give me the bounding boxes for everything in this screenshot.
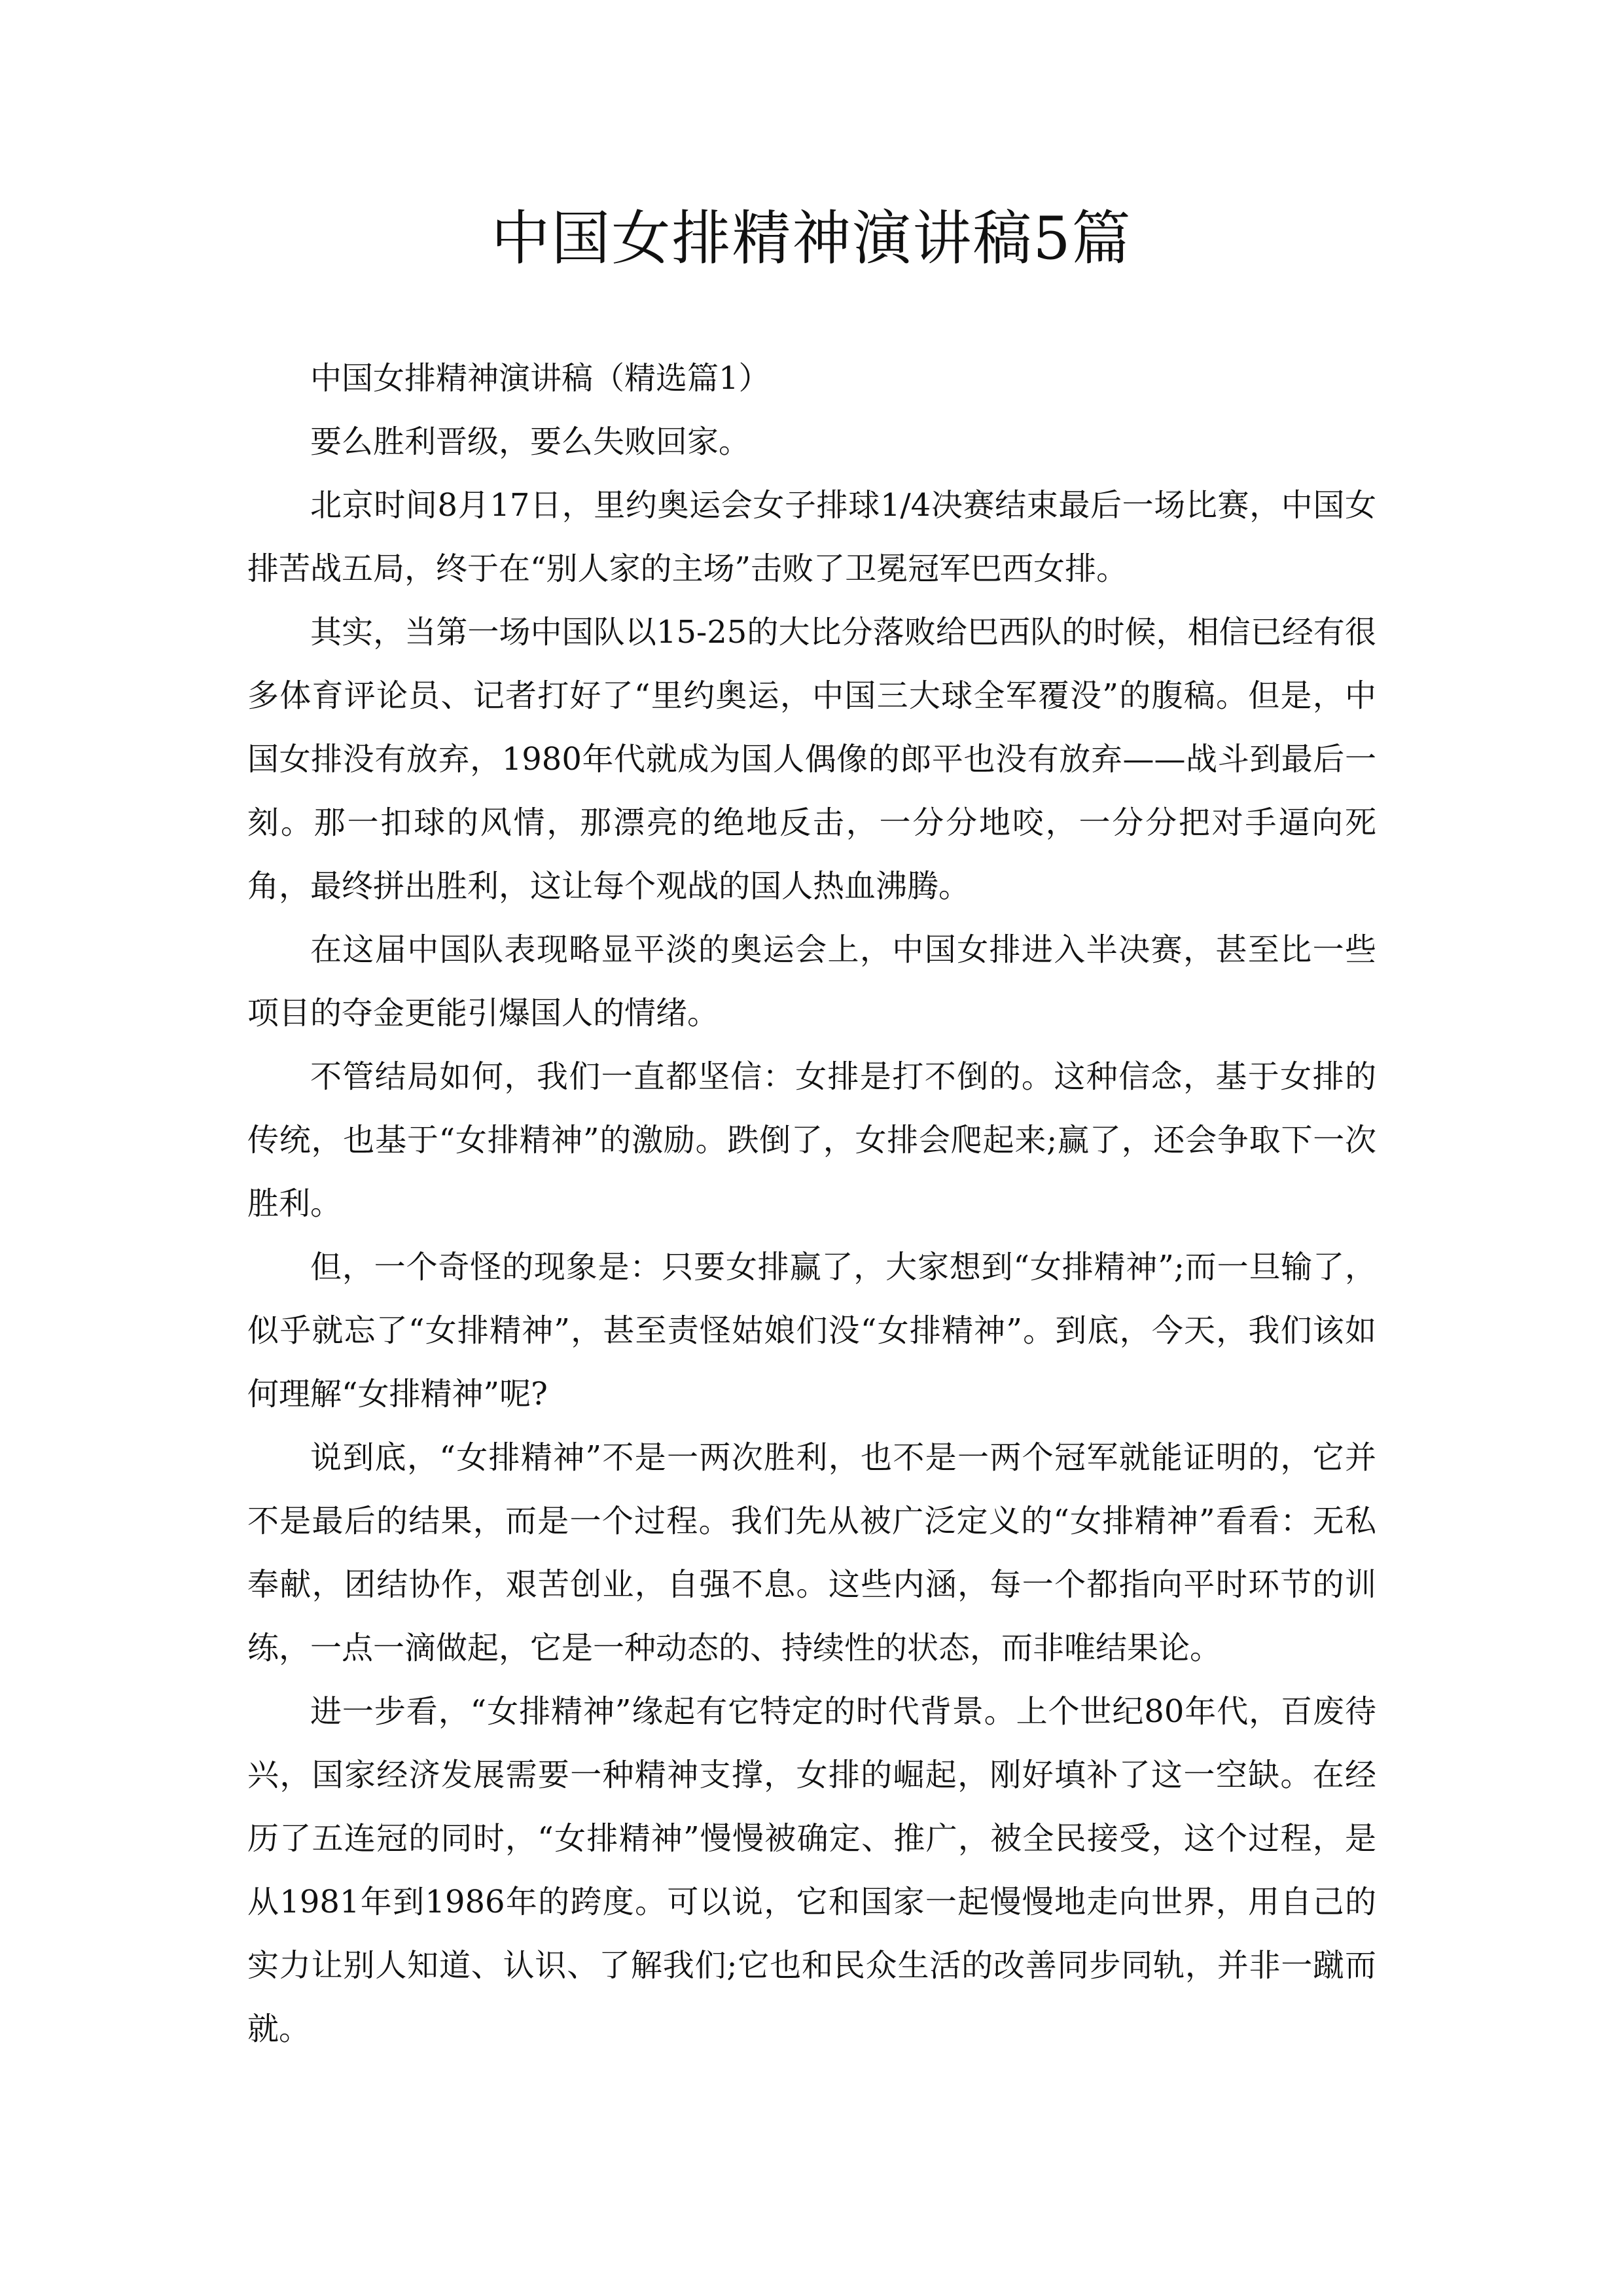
document-title: 中国女排精神演讲稿5篇 bbox=[491, 204, 1132, 273]
paragraph: 说到底，“女排精神”不是一两次胜利，也不是一两个冠军就能证明的，它并不是最后的结果，而是一个过程。我们先从被广泛定义的“女排精神”看看：无私奉献，团结协作，艰苦创业，自强不息。这些内涵，每一个都指向平时环节的训练，一点一滴做起，它是一种动态的、持续性的状态，而非唯结果论。 bbox=[247, 1439, 1376, 1666]
paragraph: 进一步看，“女排精神”缘起有它特定的时代背景。上个世纪80年代，百废待兴，国家经济发展需要一种精神支撑，女排的崛起，刚好填补了这一空缺。在经历了五连冠的同时，“女排精神”慢慢被确定、推广，被全民接受，这个过程，是从1981年到1986年的跨度。可以说，它和国家一起慢慢地走向世界，用自己的实力让别人知道、认识、了解我们;它也和民众生活的改善同步同轨，并非一蹴而就。 bbox=[247, 1693, 1376, 2047]
paragraph: 北京时间8月17日，里约奥运会女子排球1/4决赛结束最后一场比赛，中国女排苦战五局，终于在“别人家的主场”击败了卫冕冠军巴西女排。 bbox=[247, 487, 1376, 587]
section-heading: 中国女排精神演讲稿（精选篇1） bbox=[310, 360, 770, 397]
document-body bbox=[247, 347, 1376, 2061]
paragraph: 但，一个奇怪的现象是：只要女排赢了，大家想到“女排精神”;而一旦输了，似乎就忘了“女排精神”，甚至责怪姑娘们没“女排精神”。到底，今天，我们该如何理解“女排精神”呢? bbox=[247, 1249, 1376, 1412]
paragraph: 在这届中国队表现略显平淡的奥运会上，中国女排进入半决赛，甚至比一些项目的夺金更能引爆国人的情绪。 bbox=[247, 931, 1376, 1031]
paragraph: 要么胜利晋级，要么失败回家。 bbox=[310, 423, 751, 460]
paragraph: 其实，当第一场中国队以15-25的大比分落败给巴西队的时候，相信已经有很多体育评论员、记者打好了“里约奥运，中国三大球全军覆没”的腹稿。但是，中国女排没有放弃，1980年代就成为国人偶像的郎平也没有放弃——战斗到最后一刻。那一扣球的风情，那漂亮的绝地反击，一分分地咬，一分分把对手逼向死角，最终拼出胜利，这让每个观战的国人热血沸腾。 bbox=[247, 614, 1376, 905]
paragraph: 不管结局如何，我们一直都坚信：女排是打不倒的。这种信念，基于女排的传统，也基于“女排精神”的激励。跌倒了，女排会爬起来;赢了，还会争取下一次胜利。 bbox=[247, 1058, 1376, 1222]
